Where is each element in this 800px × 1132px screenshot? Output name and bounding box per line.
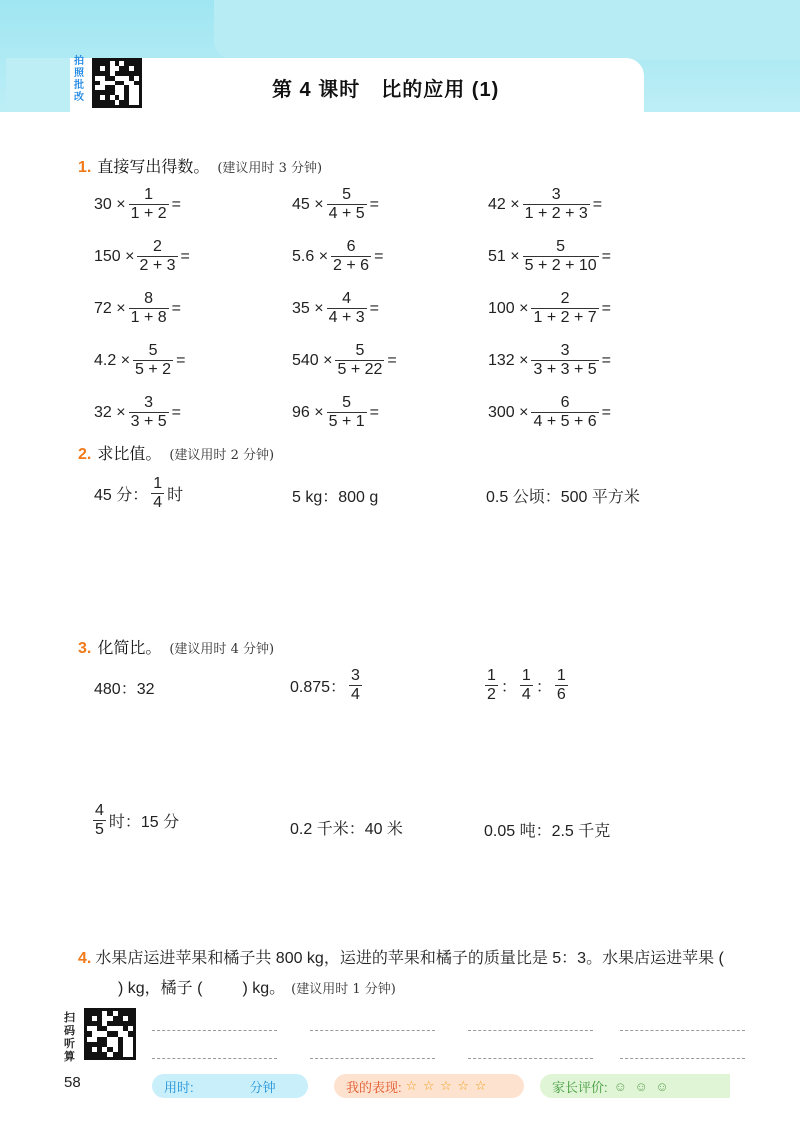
q3-item-5: 0.2 千米：40 米	[290, 821, 403, 838]
qr-code-top[interactable]	[92, 58, 142, 108]
q1-expression: 300 × $\frac{6}{4 + 5 + 6}$ =	[488, 394, 611, 430]
answer-line[interactable]	[468, 1058, 593, 1059]
q1-expression: 30 × $\frac{1}{1 + 2}$ =	[94, 186, 181, 222]
parent-label: 家长评价:	[552, 1079, 608, 1095]
star-rating-icon[interactable]: ☆ ☆ ☆ ☆ ☆	[405, 1078, 488, 1093]
q2-item-1: 45 分： $\frac{1}{4}$ 时	[94, 475, 184, 511]
q1-expression: 100 × $\frac{2}{1 + 2 + 7}$ =	[488, 290, 611, 326]
q4-question: 4. 水果店运进苹果和橘子共 800 kg，运进的苹果和橘子的质量比是 5：3。水果店运进苹果 () kg，橘子 ( ) kg。 (建议用时 1 分钟)	[78, 950, 724, 997]
q1-expression: 96 × $\frac{5}{5 + 1}$ =	[292, 394, 379, 430]
answer-line[interactable]	[620, 1030, 745, 1031]
time-unit: 分钟	[249, 1079, 276, 1095]
smiley-face-icon[interactable]: ☺ ☺ ☺	[613, 1078, 671, 1094]
q3-item-2: 0.875： $\frac{3}{4}$	[290, 667, 360, 703]
q1-expression: 150 × $\frac{2}{2 + 3}$ =	[94, 238, 190, 274]
q1-expression: 35 × $\frac{4}{4 + 3}$ =	[292, 290, 379, 326]
q3-heading: 3. 化简比。 (建议用时 4 分钟)	[78, 640, 275, 657]
qr-code-bottom[interactable]	[84, 1008, 136, 1060]
time-label: 用时:	[164, 1079, 194, 1095]
answer-line[interactable]	[468, 1030, 593, 1031]
q3-item-6: 0.05 吨：2.5 千克	[484, 823, 611, 840]
lesson-title: 第 4 课时 比的应用 (1)	[272, 79, 500, 101]
photo-grade-tag: 拍照批改	[74, 56, 84, 103]
page-number: 58	[64, 1074, 81, 1091]
answer-line[interactable]	[152, 1030, 277, 1031]
my-performance-box	[334, 1074, 524, 1098]
parent-evaluation-box	[540, 1074, 730, 1098]
q2-heading: 2. 求比值。 (建议用时 2 分钟)	[78, 446, 275, 463]
q3-item-3: $\frac{1}{2}$ ： $\frac{1}{4}$ ： $\frac{1}{6}$	[487, 667, 566, 703]
answer-line[interactable]	[310, 1030, 435, 1031]
q1-expression: 51 × $\frac{5}{5 + 2 + 10}$ =	[488, 238, 611, 274]
q1-heading: 1. 直接写出得数。 (建议用时 3 分钟)	[78, 159, 323, 176]
answer-line[interactable]	[310, 1058, 435, 1059]
header-tab	[214, 0, 800, 60]
answer-line[interactable]	[620, 1058, 745, 1059]
q1-expression: 540 × $\frac{5}{5 + 22}$ =	[292, 342, 397, 378]
answer-line[interactable]	[152, 1058, 277, 1059]
performance-label: 我的表现:	[346, 1079, 402, 1095]
q3-item-4: $\frac{4}{5}$ 时：15 分	[95, 802, 180, 838]
q1-expression: 42 × $\frac{3}{1 + 2 + 3}$ =	[488, 186, 603, 222]
q1-expression: 132 × $\frac{3}{3 + 3 + 5}$ =	[488, 342, 611, 378]
q1-expression: 5.6 × $\frac{6}{2 + 6}$ =	[292, 238, 384, 274]
q1-expression: 72 × $\frac{8}{1 + 8}$ =	[94, 290, 181, 326]
q1-expression: 32 × $\frac{3}{3 + 5}$ =	[94, 394, 181, 430]
q3-item-1: 480：32	[94, 681, 155, 698]
q2-item-2: 5 kg：800 g	[292, 489, 379, 506]
q2-item-3: 0.5 公顷：500 平方米	[486, 489, 640, 506]
scan-listen-tag: 扫码听算	[64, 1012, 75, 1063]
q1-expression: 4.2 × $\frac{5}{5 + 2}$ =	[94, 342, 186, 378]
time-spent-box[interactable]	[152, 1074, 308, 1098]
q1-expression: 45 × $\frac{5}{4 + 5}$ =	[292, 186, 379, 222]
